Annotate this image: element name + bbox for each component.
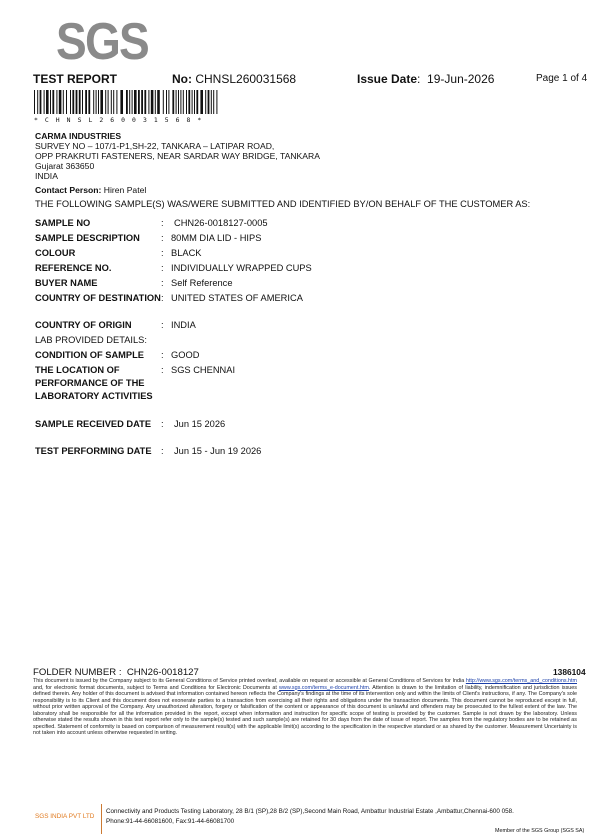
field-row: SAMPLE NO : CHN26-0018127-0005 <box>35 218 268 228</box>
barcode-bar <box>148 90 149 114</box>
footer-divider <box>101 804 102 834</box>
field-row: CONDITION OF SAMPLE : GOOD <box>35 350 200 360</box>
barcode-bar <box>88 90 90 114</box>
folder-number <box>33 667 199 678</box>
barcode-bar <box>100 90 103 114</box>
barcode-bar <box>132 90 133 114</box>
barcode-bar <box>188 90 190 114</box>
field-value: INDIA <box>171 320 196 330</box>
barcode-bar <box>151 90 154 114</box>
barcode-bar <box>50 90 51 114</box>
barcode-bar <box>192 90 193 114</box>
barcode-bar <box>72 90 74 114</box>
barcode-bar <box>163 90 164 114</box>
address-line: OPP PRAKRUTI FASTENERS, NEAR SARDAR WAY BRIDGE, TANKARA <box>35 151 320 161</box>
folder-label: FOLDER NUMBER : <box>33 667 122 678</box>
address-line: Gujarat 363650 <box>35 161 95 171</box>
barcode-bar <box>56 90 57 114</box>
field-row: TEST PERFORMING DATE : Jun 15 - Jun 19 2026 <box>35 446 262 456</box>
barcode-bar <box>98 90 99 114</box>
barcode-bar <box>85 90 87 114</box>
field-value: Jun 15 - Jun 19 2026 <box>174 446 262 456</box>
field-label: SAMPLE DESCRIPTION <box>35 233 140 243</box>
field-label: COUNTRY OF ORIGIN <box>35 320 132 330</box>
barcode-bar <box>186 90 187 114</box>
barcode-bar <box>63 90 64 114</box>
barcode-bar <box>180 90 181 114</box>
field-value: GOOD <box>171 350 200 360</box>
barcode-bar <box>93 90 94 114</box>
address-line: SURVEY NO – 107/1-P1,SH-22, TANKARA – LATIPAR ROAD, <box>35 141 275 151</box>
field-row: SAMPLE DESCRIPTION : 80MM DIA LID - HIPS <box>35 233 262 243</box>
barcode-bar <box>70 90 71 114</box>
field-row: SAMPLE RECEIVED DATE : Jun 15 2026 <box>35 419 226 429</box>
barcode-bar <box>155 90 156 114</box>
field-value: UNITED STATES OF AMERICA <box>171 293 303 303</box>
field-row: COUNTRY OF DESTINATION : UNITED STATES OF AMERICA <box>35 293 303 303</box>
field-label: COLOUR <box>35 248 76 258</box>
address-line: INDIA <box>35 171 58 181</box>
field-label: REFERENCE NO. <box>35 263 112 273</box>
field-row: REFERENCE NO. : INDIVIDUALLY WRAPPED CUPS <box>35 263 312 273</box>
contact-label: Contact Person: <box>35 185 102 195</box>
barcode-bar <box>108 90 109 114</box>
barcode-bar <box>194 90 195 114</box>
field-value: Jun 15 2026 <box>174 419 226 429</box>
field-value: 80MM DIA LID - HIPS <box>171 233 262 243</box>
barcode-bar <box>113 90 114 114</box>
barcode-bar <box>166 90 167 114</box>
field-row: COUNTRY OF ORIGIN : INDIA <box>35 320 196 330</box>
sgs-logo <box>54 14 150 64</box>
barcode-bar <box>138 90 140 114</box>
report-title: TEST REPORT <box>33 72 118 86</box>
field-row <box>35 334 575 349</box>
barcode-bar <box>105 90 106 114</box>
member-notice: Member of the SGS Group (SGS SA) <box>495 828 585 834</box>
issue-date-label: Issue Date <box>357 72 418 86</box>
field-row: THE LOCATION OF PERFORMANCE OF THE LABORATORY ACTIVITIES : SGS CHENNAI <box>35 365 236 401</box>
barcode-bar <box>129 90 130 114</box>
barcode-bar <box>76 90 78 114</box>
barcode-bar <box>168 90 169 114</box>
report-number-label: No: <box>172 72 192 86</box>
e-document-terms-link[interactable]: www.sgs.com/terms_e-document.htm <box>279 684 369 691</box>
field-label: CONDITION OF SAMPLE <box>35 350 144 360</box>
submission-statement: THE FOLLOWING SAMPLE(S) WAS/WERE SUBMITTED AND IDENTIFIED BY/ON BEHALF OF THE CUSTOMER AS: <box>35 199 531 209</box>
report-number <box>172 72 296 86</box>
field-value: INDIVIDUALLY WRAPPED CUPS <box>171 263 312 273</box>
barcode-bar <box>116 90 117 114</box>
field-label: SAMPLE NO <box>35 218 91 228</box>
company-name: CARMA INDUSTRIES <box>35 131 122 141</box>
barcode-bar <box>144 90 146 114</box>
barcode-bar <box>111 90 112 114</box>
folder-value: CHN26-0018127 <box>126 667 199 678</box>
footer-contact-line: Phone:91-44-66081600, Fax:91-44-66081700 <box>106 818 235 825</box>
page-number: Page 1 of 4 <box>536 73 588 84</box>
barcode-bar <box>157 90 160 114</box>
sample-details <box>35 217 575 472</box>
field-value: Self Reference <box>171 278 233 288</box>
reference-code: 1386104 <box>553 667 586 677</box>
barcode-bar <box>216 90 217 114</box>
barcode-bar <box>46 90 49 114</box>
barcode-bar <box>211 90 212 114</box>
barcode-text: * C H N S L 2 6 0 0 3 1 5 6 8 * <box>34 116 203 124</box>
barcode-bar <box>120 90 123 114</box>
barcode-bar <box>141 90 143 114</box>
field-label: TEST PERFORMING DATE <box>35 446 152 456</box>
barcode-bar <box>183 90 184 114</box>
barcode-bar <box>200 90 203 114</box>
customer-address <box>35 131 320 181</box>
barcode-bar <box>66 90 67 114</box>
field-label: THE LOCATION OF PERFORMANCE OF THE LABORATORY ACTIVITIES <box>35 365 153 401</box>
field-row: BUYER NAME : Self Reference <box>35 278 233 288</box>
barcode-bar <box>176 90 177 114</box>
lab-details-label: LAB PROVIDED DETAILS: <box>35 335 147 345</box>
barcode-bar <box>44 90 45 114</box>
barcode-bar <box>52 90 54 114</box>
barcode-bar <box>196 90 198 114</box>
disclaimer-text: . Attention is drawn to the limitation of liability, indemnification and jurisdiction issues defined therein. Any holder of this document is advised that information contained hereon reflects the Company's findings at the time of its intervention only and within the limits of Client's instructions, if any. The Company's sole responsibility is to its Client and this document does not exonerate parties to a transaction from exercising all their rights and obligations under the transaction documents. This document cannot be reproduced except in full, without prior written approval of the Company. Any unauthorized alteration, forgery or falsification of the content or appearance of this document is unlawful and offenders may be prosecuted to the fullest extent of the law. The laboratory shall be responsible for all the information provided in the report, except when information and instruction for specific scope of testing is provided by the customer. Sample is not drawn by the laboratory. Unless otherwise stated the results shown in this test report refer only to the sample(s) tested and such sample(s) are retained for 30 days from the date of issue of report. The samples from the regulatory bodies are to be retained as specified. Statement of conformity is based on comparison of measurement result(s) with the applicable limit(s) according to the specification in the respective standard or as shared by the customer. Measurement Uncertainty is not taken into account unless otherwise requested in writing. <box>33 684 577 737</box>
footer-organization: SGS INDIA PVT LTD <box>35 813 95 820</box>
barcode-bar <box>37 90 38 114</box>
barcode-bar <box>134 90 137 114</box>
issue-date: Issue Date: 19-Jun-2026 <box>357 72 495 86</box>
field-label: BUYER NAME <box>35 278 98 288</box>
field-label: COUNTRY OF DESTINATION <box>35 293 161 303</box>
logo-text: SGS <box>56 14 149 64</box>
barcode-bar <box>213 90 214 114</box>
disclaimer-text: This document is issued by the Company subject to its General Conditions of Service printed overleaf, available on request or accessible at General Conditions of Services for India <box>33 678 466 684</box>
footer-address <box>106 807 514 827</box>
barcode-bar <box>96 90 97 114</box>
footer-address-line: Connectivity and Products Testing Laboratory, 28 B/1 (SP),28 B/2 (SP),Second Main Road, Ambattur Industrial Estate ,Ambattur,Chennai-600 058. <box>106 808 514 815</box>
barcode-bar <box>40 90 42 114</box>
contact-name: Hiren Patel <box>103 185 147 195</box>
field-value: BLACK <box>171 248 202 258</box>
barcode <box>34 90 219 114</box>
contact-person <box>35 185 146 195</box>
disclaimer-text: and, for electronic format documents, subject to Terms and Conditions for Electronic Documents at <box>33 684 280 691</box>
barcode-bar <box>172 90 174 114</box>
barcode-bar <box>205 90 206 114</box>
barcode-bar <box>59 90 62 114</box>
barcode-bar <box>208 90 210 114</box>
barcode-bar <box>34 90 35 114</box>
report-number-value: CHNSL260031568 <box>195 72 297 86</box>
barcode-bar <box>79 90 81 114</box>
field-row: COLOUR : BLACK <box>35 248 202 258</box>
issue-date-value: 19-Jun-2026 <box>427 72 495 86</box>
field-value: SGS CHENNAI <box>171 365 236 375</box>
barcode-bar <box>82 90 83 114</box>
terms-link[interactable]: http://www.sgs.com/terms_and_conditions.htm <box>465 678 577 684</box>
disclaimer <box>33 678 577 737</box>
barcode-bar <box>178 90 179 114</box>
barcode-bar <box>126 90 128 114</box>
field-label: SAMPLE RECEIVED DATE <box>35 419 152 429</box>
field-value: CHN26-0018127-0005 <box>174 218 268 228</box>
